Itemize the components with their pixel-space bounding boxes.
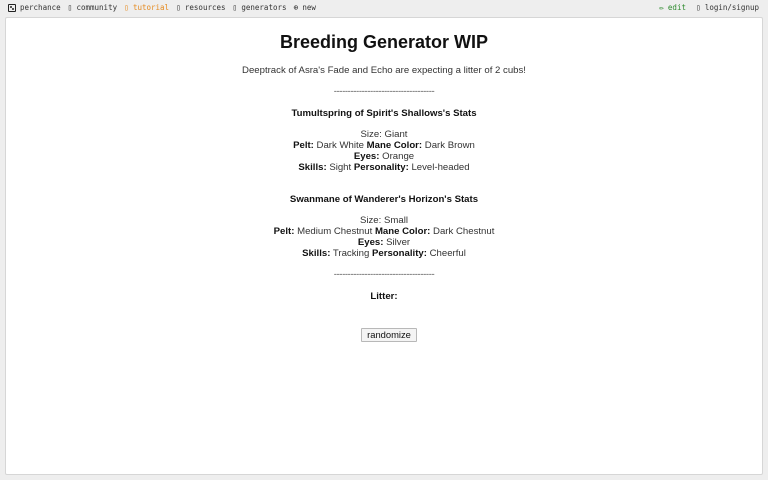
separator-bottom: ------------------------------------	[333, 269, 435, 280]
mane-value: Dark Brown	[424, 140, 475, 151]
personality-value: Level-headed	[411, 162, 470, 173]
book-icon: ▯	[124, 2, 129, 12]
nav-edit[interactable]	[659, 3, 686, 12]
nav-resources-label: resources	[184, 3, 226, 12]
parent1-pelt-mane	[6, 140, 762, 151]
pelt-value: Dark White	[316, 140, 364, 151]
nav-generators[interactable]	[233, 3, 287, 12]
skills-label: Skills:	[302, 248, 331, 259]
nav-left	[8, 3, 323, 12]
chat-icon: ▯	[67, 2, 73, 12]
user-icon: ▯	[695, 2, 701, 12]
size-value: Giant	[384, 129, 408, 140]
eyes-value: Orange	[382, 151, 415, 162]
nav-new[interactable]	[294, 3, 316, 12]
parent2-skills-personality	[6, 248, 762, 259]
skills-label: Skills:	[298, 162, 327, 173]
separator-top: ------------------------------------	[333, 86, 435, 97]
nav-edit-label: edit	[667, 3, 686, 12]
mane-label: Mane Color:	[374, 226, 431, 237]
litter-label: Litter:	[370, 291, 398, 302]
pencil-icon: ✏	[659, 2, 664, 12]
nav-perchance-label: perchance	[20, 3, 61, 12]
size-value: Small	[384, 215, 408, 226]
nav-generators-label: generators	[241, 3, 287, 12]
generator-output-panel	[5, 17, 763, 475]
plus-circle-icon: ⊕	[293, 2, 299, 12]
mane-label: Mane Color:	[366, 140, 423, 151]
pelt-label: Pelt:	[273, 226, 295, 237]
nav-perchance[interactable]	[8, 3, 61, 12]
pelt-label: Pelt:	[293, 140, 314, 151]
nav-new-label: new	[302, 3, 316, 12]
parent2-eyes	[6, 237, 762, 248]
parent2-pelt-mane	[6, 226, 762, 237]
randomize-button[interactable]: randomize	[361, 328, 417, 342]
top-nav	[0, 0, 768, 16]
intro-text: Deeptrack of Asra's Fade and Echo are expecting a litter of 2 cubs!	[242, 65, 526, 76]
parent1-skills-personality	[6, 162, 762, 173]
skills-value: Sight	[329, 162, 352, 173]
eyes-value: Silver	[386, 237, 411, 248]
list-icon: ▯	[232, 2, 238, 12]
skills-value: Tracking	[332, 248, 370, 259]
size-label: Size:	[360, 129, 382, 140]
nav-login[interactable]	[696, 3, 759, 12]
parent2-title: Swanmane of Wanderer's Horizon's Stats	[289, 194, 479, 205]
nav-right	[649, 3, 759, 12]
page-title: Breeding Generator WIP	[279, 32, 489, 52]
nav-community[interactable]	[68, 3, 117, 12]
nav-tutorial-label: tutorial	[132, 3, 170, 12]
mane-value: Dark Chestnut	[433, 226, 495, 237]
personality-label: Personality:	[353, 162, 409, 173]
die-icon	[8, 4, 16, 12]
pelt-value: Medium Chestnut	[297, 226, 373, 237]
size-label: Size:	[359, 215, 382, 226]
parent1-eyes	[6, 151, 762, 162]
eyes-label: Eyes:	[353, 151, 380, 162]
box-icon: ▯	[176, 2, 181, 12]
parent1-size	[6, 129, 762, 140]
parent2-size	[6, 215, 762, 226]
parent1-title: Tumultspring of Spirit's Shallows's Stats	[291, 108, 477, 119]
nav-login-label: login/signup	[704, 3, 759, 12]
personality-value: Cheerful	[429, 248, 466, 259]
nav-tutorial[interactable]	[124, 3, 169, 12]
nav-community-label: community	[76, 3, 118, 12]
personality-label: Personality:	[372, 248, 427, 259]
nav-resources[interactable]	[176, 3, 225, 12]
eyes-label: Eyes:	[357, 237, 384, 248]
